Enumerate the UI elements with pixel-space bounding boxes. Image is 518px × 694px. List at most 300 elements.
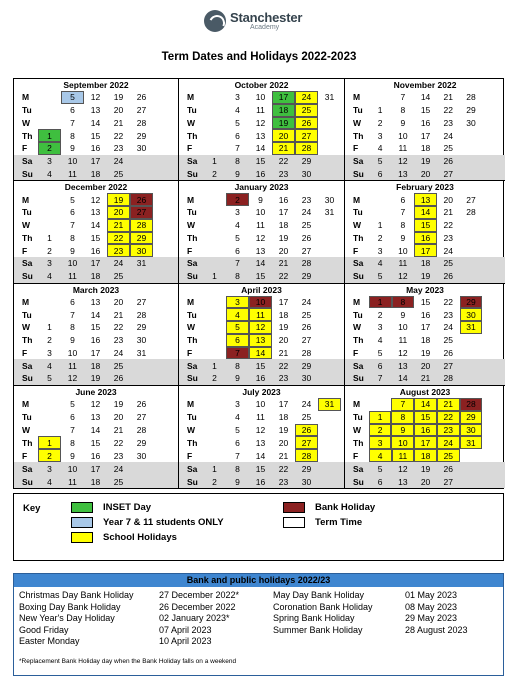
week-row	[179, 308, 344, 321]
date-cell: 24	[113, 463, 124, 474]
month-block	[179, 181, 345, 283]
date-cell: 16	[255, 373, 266, 384]
date-cell	[460, 462, 483, 475]
day-label: Sa	[22, 258, 33, 269]
date-cell	[318, 244, 341, 257]
date-cell: 19	[90, 373, 101, 384]
day-label: W	[187, 424, 196, 435]
day-label: Su	[187, 271, 198, 282]
date-cell: 15	[255, 156, 266, 167]
date-cell: 11	[398, 258, 408, 269]
key-label-inset: INSET Day	[103, 502, 152, 513]
date-cell: 4	[226, 308, 249, 321]
week-row	[14, 424, 178, 437]
bank-col1-dates	[159, 590, 239, 648]
week-row	[345, 117, 505, 130]
key-item-y711	[71, 517, 224, 528]
week-row	[179, 244, 344, 257]
date-cell: 30	[130, 244, 153, 257]
date-cell: 11	[68, 168, 77, 179]
day-label: M	[22, 194, 30, 205]
week-row	[179, 449, 344, 462]
bank-holiday-entry: 27 December 2022*	[159, 590, 240, 600]
date-cell: 16	[414, 232, 437, 245]
date-cell: 22	[113, 322, 124, 333]
date-cell: 31	[460, 436, 483, 449]
day-label: F	[353, 347, 359, 358]
date-cell: 29	[460, 296, 483, 309]
day-label: Tu	[22, 207, 32, 218]
week-row	[14, 219, 178, 232]
date-cell	[482, 168, 505, 181]
date-cell	[153, 155, 176, 168]
date-cell: 29	[136, 437, 147, 448]
day-label: M	[353, 399, 361, 410]
date-cell: 23	[278, 373, 289, 384]
date-cell	[38, 308, 61, 321]
week-row	[345, 334, 505, 347]
date-cell	[460, 142, 483, 155]
date-cell	[460, 257, 483, 270]
week-row	[345, 321, 505, 334]
date-cell: 14	[414, 398, 437, 411]
date-cell	[203, 296, 226, 309]
date-cell: 14	[90, 117, 101, 128]
date-cell: 18	[278, 412, 289, 423]
date-cell: 18	[90, 360, 101, 371]
week-row	[179, 334, 344, 347]
date-cell	[482, 321, 505, 334]
day-label: W	[353, 117, 362, 128]
date-cell	[482, 155, 505, 168]
date-cell	[318, 424, 341, 437]
date-cell: 7	[235, 258, 240, 269]
week-row	[179, 359, 344, 372]
day-label: W	[22, 117, 31, 128]
date-cell: 5	[61, 91, 84, 104]
date-cell: 24	[443, 130, 453, 141]
date-cell: 29	[301, 156, 312, 167]
date-cell: 2	[377, 309, 383, 320]
date-cell: 4	[377, 258, 383, 269]
date-cell: 9	[391, 424, 414, 437]
date-cell	[482, 91, 505, 104]
date-cell: 8	[235, 271, 240, 282]
month-name: October 2022	[234, 80, 289, 90]
date-cell	[203, 104, 226, 117]
date-cell: 28	[443, 373, 453, 384]
month-name: July 2023	[242, 386, 281, 397]
date-cell: 6	[70, 105, 75, 116]
date-cell: 4	[47, 360, 52, 371]
date-cell: 27	[295, 129, 318, 142]
week-row	[345, 436, 505, 449]
date-cell: 14	[249, 347, 272, 360]
date-cell: 19	[272, 117, 295, 130]
day-label: Th	[187, 437, 198, 448]
date-cell	[38, 206, 61, 219]
date-cell	[153, 411, 176, 424]
week-row	[345, 129, 505, 142]
date-cell: 15	[90, 130, 101, 141]
date-cell: 24	[443, 245, 453, 256]
week-row	[14, 321, 178, 334]
date-cell: 28	[295, 449, 318, 462]
month-name: August 2023	[399, 386, 451, 397]
key-label-y711: Year 7 & 11 students ONLY	[103, 517, 224, 528]
date-cell: 16	[420, 309, 431, 320]
date-cell: 16	[414, 424, 437, 437]
date-cell: 17	[90, 347, 101, 358]
date-cell: 27	[466, 194, 476, 205]
date-cell: 26	[443, 463, 453, 474]
date-cell: 18	[278, 220, 289, 231]
date-cell: 13	[398, 476, 408, 487]
date-cell: 13	[414, 193, 437, 206]
date-cell	[130, 155, 153, 168]
key-title: Key	[23, 503, 41, 514]
date-cell: 25	[295, 104, 318, 117]
date-cell: 29	[136, 322, 147, 333]
date-cell	[153, 449, 176, 462]
date-cell: 26	[301, 232, 312, 243]
date-cell: 19	[278, 232, 289, 243]
date-cell: 9	[235, 168, 240, 179]
date-cell: 18	[90, 476, 101, 487]
date-cell: 26	[136, 399, 147, 410]
date-cell	[460, 219, 483, 232]
date-cell	[482, 244, 505, 257]
date-cell	[482, 424, 505, 437]
date-cell	[482, 232, 505, 245]
week-row	[345, 347, 505, 360]
date-cell: 2	[212, 373, 217, 384]
date-cell	[369, 398, 392, 411]
date-cell	[318, 449, 341, 462]
week-row	[179, 104, 344, 117]
day-label: Sa	[353, 156, 364, 167]
date-cell: 3	[226, 296, 249, 309]
week-row	[179, 219, 344, 232]
date-cell: 6	[235, 130, 240, 141]
date-cell	[482, 104, 505, 117]
date-cell: 10	[67, 156, 78, 167]
day-label: W	[187, 117, 196, 128]
date-cell: 7	[70, 117, 75, 128]
date-cell: 28	[130, 219, 153, 232]
week-row	[14, 296, 178, 309]
day-label: F	[22, 245, 28, 256]
date-cell: 21	[272, 142, 295, 155]
key-item-inset	[71, 502, 151, 513]
date-cell: 8	[400, 220, 406, 231]
date-cell	[460, 449, 483, 462]
week-row	[345, 91, 505, 104]
day-label: F	[187, 245, 193, 256]
calendar-grid	[13, 78, 504, 489]
date-cell: 5	[235, 424, 240, 435]
date-cell	[153, 219, 176, 232]
date-cell: 21	[107, 219, 130, 232]
date-cell: 6	[70, 207, 75, 218]
week-row	[179, 91, 344, 104]
bank-holiday-entry: Summer Bank Holiday	[273, 624, 363, 635]
month-name: May 2023	[406, 284, 444, 295]
date-cell: 5	[235, 117, 240, 128]
date-cell: 20	[278, 245, 289, 256]
month-name: April 2023	[241, 284, 282, 295]
date-cell: 18	[90, 168, 101, 179]
date-cell: 10	[255, 399, 266, 410]
date-cell: 29	[301, 271, 312, 282]
month-block	[179, 284, 345, 386]
date-cell: 20	[272, 129, 295, 142]
date-cell	[318, 462, 341, 475]
week-row	[179, 270, 344, 283]
date-cell: 2	[377, 232, 383, 243]
week-row	[179, 129, 344, 142]
week-row	[14, 475, 178, 488]
date-cell: 3	[377, 245, 383, 256]
date-cell	[38, 91, 61, 104]
date-cell: 5	[70, 194, 75, 205]
date-cell: 16	[90, 450, 101, 461]
date-cell	[482, 359, 505, 372]
date-cell	[318, 155, 341, 168]
month-block	[345, 181, 505, 283]
week-row	[14, 347, 178, 360]
date-cell	[130, 168, 153, 181]
date-cell: 8	[70, 232, 75, 243]
date-cell: 23	[107, 244, 130, 257]
date-cell: 1	[212, 271, 217, 282]
date-cell: 21	[113, 309, 124, 320]
date-cell: 5	[377, 271, 383, 282]
date-cell: 7	[235, 450, 240, 461]
date-cell	[203, 321, 226, 334]
date-cell: 24	[437, 436, 460, 449]
date-cell: 25	[443, 258, 453, 269]
date-cell	[203, 142, 226, 155]
date-cell	[318, 296, 341, 309]
date-cell: 3	[47, 347, 52, 358]
date-cell: 15	[255, 271, 266, 282]
date-cell	[153, 398, 176, 411]
day-label: M	[187, 296, 195, 307]
page-title: Term Dates and Holidays 2022-2023	[161, 51, 357, 63]
date-cell: 26	[113, 373, 124, 384]
date-cell	[318, 321, 341, 334]
date-cell: 4	[377, 335, 383, 346]
day-label: Su	[353, 373, 364, 384]
date-cell	[153, 308, 176, 321]
date-cell: 21	[437, 398, 460, 411]
date-cell: 26	[443, 156, 453, 167]
date-cell: 8	[235, 156, 240, 167]
date-cell: 30	[460, 424, 483, 437]
date-cell	[38, 398, 61, 411]
date-cell: 12	[255, 117, 266, 128]
date-cell	[153, 142, 176, 155]
date-cell: 10	[255, 92, 266, 103]
day-label: Su	[353, 271, 364, 282]
date-cell: 24	[443, 322, 453, 333]
month-name: March 2023	[72, 284, 120, 295]
date-cell: 10	[249, 296, 272, 309]
month-block	[179, 386, 345, 488]
week-row	[345, 424, 505, 437]
date-cell: 8	[235, 360, 240, 371]
date-cell	[369, 206, 392, 219]
bank-holiday-entry: Boxing Day Bank Holiday	[19, 601, 121, 612]
date-cell: 7	[400, 92, 406, 103]
date-cell: 17	[90, 463, 101, 474]
date-cell: 7	[70, 220, 75, 231]
date-cell: 12	[249, 321, 272, 334]
date-cell	[318, 257, 341, 270]
date-cell: 6	[226, 334, 249, 347]
week-row	[14, 244, 178, 257]
date-cell	[482, 411, 505, 424]
date-cell: 9	[400, 117, 406, 128]
key-legend	[13, 493, 504, 561]
week-row	[179, 347, 344, 360]
date-cell: 22	[278, 271, 289, 282]
date-cell: 22	[437, 411, 460, 424]
date-cell: 11	[68, 360, 77, 371]
day-label: Th	[353, 130, 364, 141]
date-cell: 10	[398, 322, 408, 333]
week-row	[345, 359, 505, 372]
date-cell: 20	[420, 476, 431, 487]
date-cell: 16	[420, 117, 431, 128]
date-cell: 25	[301, 309, 312, 320]
date-cell: 4	[235, 412, 240, 423]
date-cell	[153, 193, 176, 206]
week-row	[14, 411, 178, 424]
date-cell: 25	[437, 449, 460, 462]
date-cell	[482, 334, 505, 347]
bank-holiday-entry: May Day Bank Holiday	[273, 590, 365, 600]
date-cell: 20	[107, 206, 130, 219]
date-cell	[38, 411, 61, 424]
date-cell	[203, 424, 226, 437]
date-cell: 13	[90, 412, 101, 423]
key-item-bank	[283, 502, 375, 513]
date-cell: 21	[443, 92, 453, 103]
date-cell: 14	[398, 373, 408, 384]
date-cell: 8	[392, 296, 415, 309]
week-row	[345, 257, 505, 270]
date-cell: 24	[113, 258, 124, 269]
date-cell	[203, 308, 226, 321]
week-row	[345, 206, 505, 219]
date-cell	[153, 436, 176, 449]
date-cell: 6	[400, 194, 406, 205]
date-cell: 25	[443, 335, 453, 346]
date-cell: 20	[113, 412, 124, 423]
date-cell: 2	[47, 245, 52, 256]
date-cell	[38, 296, 61, 309]
date-cell: 20	[278, 335, 289, 346]
date-cell: 25	[443, 143, 453, 154]
date-cell	[460, 347, 483, 360]
bank-holidays-header: Bank and public holidays 2022/23	[14, 574, 503, 587]
day-label: Su	[22, 271, 33, 282]
date-cell: 7	[235, 143, 240, 154]
date-cell: 28	[466, 207, 476, 218]
date-cell	[318, 359, 341, 372]
date-cell: 5	[377, 347, 383, 358]
date-cell	[153, 91, 176, 104]
date-cell: 14	[90, 424, 101, 435]
date-cell: 1	[38, 436, 61, 449]
date-cell: 27	[136, 296, 147, 307]
date-cell	[153, 462, 176, 475]
date-cell: 6	[70, 296, 75, 307]
date-cell	[482, 257, 505, 270]
week-row	[345, 193, 505, 206]
date-cell	[482, 296, 505, 309]
date-cell: 18	[90, 271, 101, 282]
week-row	[14, 155, 178, 168]
date-cell: 16	[90, 245, 101, 256]
date-cell: 11	[398, 143, 408, 154]
week-row	[14, 359, 178, 372]
date-cell: 24	[295, 91, 318, 104]
date-cell: 27	[301, 335, 312, 346]
date-cell	[153, 129, 176, 142]
date-cell	[38, 219, 61, 232]
date-cell: 27	[443, 360, 453, 371]
date-cell: 25	[301, 220, 312, 231]
date-cell: 7	[391, 398, 414, 411]
week-row	[179, 462, 344, 475]
day-label: Su	[353, 168, 364, 179]
date-cell: 14	[414, 206, 437, 219]
day-label: Th	[22, 130, 33, 141]
week-row	[14, 334, 178, 347]
date-cell	[482, 449, 505, 462]
date-cell: 16	[278, 194, 289, 205]
date-cell: 1	[47, 232, 52, 243]
date-cell: 19	[420, 463, 431, 474]
month-name: September 2022	[63, 80, 129, 90]
date-cell: 13	[398, 168, 408, 179]
date-cell: 25	[113, 271, 124, 282]
date-cell	[203, 219, 226, 232]
date-cell: 1	[38, 129, 61, 142]
date-cell: 9	[235, 373, 240, 384]
date-cell: 3	[377, 130, 383, 141]
date-cell: 19	[113, 399, 124, 410]
key-label-term: Term Time	[315, 517, 363, 528]
day-label: Tu	[353, 412, 363, 423]
date-cell: 10	[67, 258, 78, 269]
month-block	[14, 79, 179, 181]
day-label: Sa	[353, 360, 364, 371]
date-cell: 9	[70, 450, 75, 461]
date-cell	[318, 475, 341, 488]
week-row	[14, 104, 178, 117]
date-cell: 24	[301, 399, 312, 410]
week-row	[179, 372, 344, 385]
day-label: F	[187, 450, 193, 461]
date-cell: 22	[107, 232, 130, 245]
date-cell: 14	[90, 220, 101, 231]
date-cell: 15	[420, 296, 431, 307]
month-block	[14, 284, 179, 386]
